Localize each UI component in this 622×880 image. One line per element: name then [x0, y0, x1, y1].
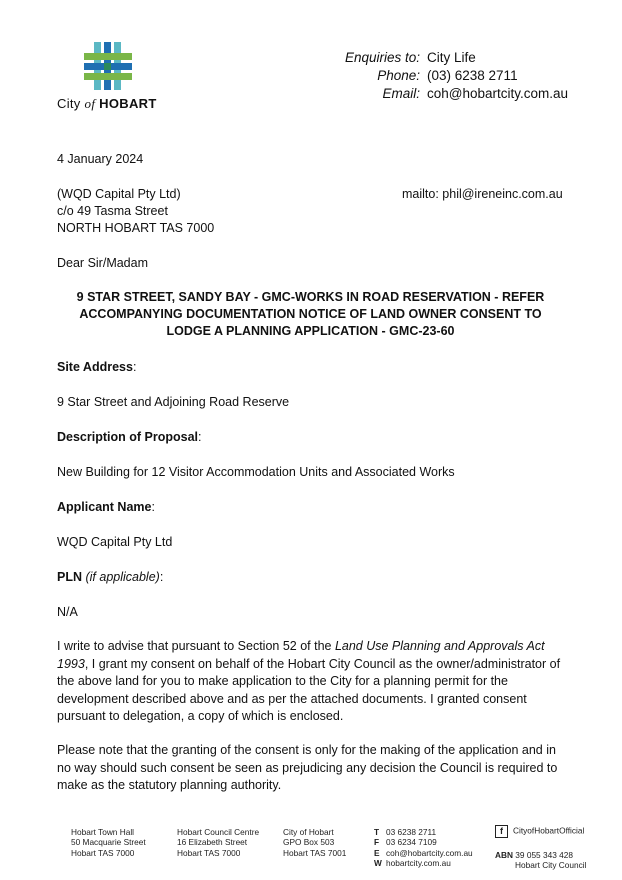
- pln-label: PLN (if applicable):: [57, 570, 164, 584]
- logo-wordmark: City of HOBART: [57, 96, 157, 111]
- subject-heading: 9 STAR STREET, SANDY BAY - GMC-WORKS IN ROAD RESERVATION - REFER ACCOMPANYING DOCUMENTATION NOTICE OF LAND OWNER CONSENT TO LODGE A PLANNING APPLICATION - GMC-23-60: [76, 290, 545, 338]
- recipient-email: mailto: phil@ireneinc.com.au: [402, 187, 563, 201]
- footer-facebook: f CityofHobartOfficial: [495, 825, 584, 838]
- footer-town-hall: Hobart Town Hall 50 Macquarie Street Hobart TAS 7000: [71, 827, 146, 858]
- consent-paragraph: I write to advise that pursuant to Section 52 of the Land Use Planning and Approvals Act 1993, I grant my consent on behalf of the Hobart City Council as the owner/administrator of the above land for you to make application to the City for a planning permit for the development described above and as per the attached documents. I granted consent pursuant to delegation, a copy of which is enclosed.: [57, 639, 561, 723]
- city-of-hobart-logo-icon: [82, 40, 134, 92]
- footer-abn: ABN 39 055 343 428 Hobart City Council: [495, 850, 587, 871]
- enquiries-row: Enquiries to: City Life: [344, 50, 476, 65]
- recipient-address: (WQD Capital Pty Ltd) c/o 49 Tasma Street NORTH HOBART TAS 7000: [57, 187, 215, 235]
- footer-postal: City of Hobart GPO Box 503 Hobart TAS 7001: [283, 827, 347, 858]
- site-address-label: Site Address:: [57, 360, 137, 374]
- salutation: Dear Sir/Madam: [57, 256, 148, 270]
- applicant-label: Applicant Name:: [57, 500, 155, 514]
- pln-value: N/A: [57, 605, 78, 619]
- phone-row: Phone: (03) 6238 2711: [377, 68, 518, 83]
- enquiries-block: [300, 49, 570, 103]
- footer-contacts: T 03 6238 2711 F 03 6234 7109 E coh@hobartcity.com.au W hobartcity.com.au: [374, 827, 473, 868]
- site-address-value: 9 Star Street and Adjoining Road Reserve: [57, 395, 290, 409]
- proposal-value: New Building for 12 Visitor Accommodation Units and Associated Works: [57, 465, 455, 479]
- email-row: Email: coh@hobartcity.com.au: [382, 86, 569, 101]
- letter-date: 4 January 2024: [57, 152, 144, 166]
- footer-council-centre: Hobart Council Centre 16 Elizabeth Street Hobart TAS 7000: [177, 827, 260, 858]
- applicant-value: WQD Capital Pty Ltd: [57, 535, 173, 549]
- note-paragraph: Please note that the granting of the consent is only for the making of the application and in no way should such consent be seen as prejudicing any decision the Council is required to make as the statutory planning authority.: [57, 743, 558, 792]
- proposal-label: Description of Proposal:: [57, 430, 202, 444]
- facebook-icon: f: [495, 825, 508, 838]
